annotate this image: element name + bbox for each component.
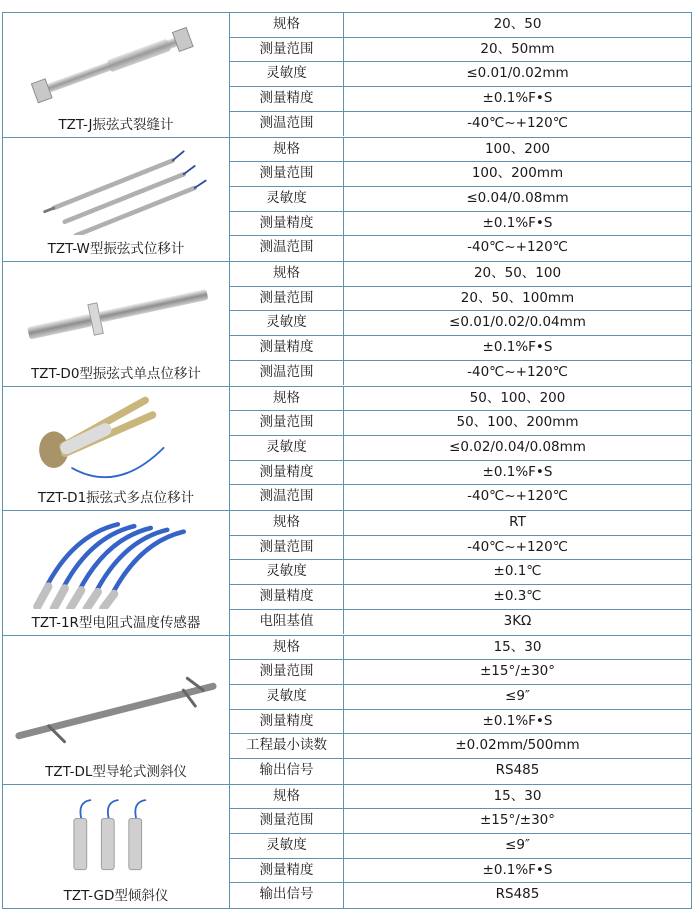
spec-value: RS485 bbox=[495, 761, 540, 778]
product-name: TZT-1R型电阻式温度传感器 bbox=[31, 614, 201, 631]
product-name: TZT-D1振弦式多点位移计 bbox=[37, 490, 195, 506]
spec-row bbox=[230, 387, 691, 412]
spec-row bbox=[230, 511, 691, 536]
spec-label: 测量精度 bbox=[230, 859, 344, 883]
product-cell bbox=[2, 138, 230, 262]
spec-row bbox=[230, 262, 691, 287]
spec-label: 测温范围 bbox=[230, 112, 344, 137]
product-block bbox=[2, 12, 692, 138]
spec-value: 20、50、100 bbox=[473, 265, 562, 281]
spec-row bbox=[230, 485, 691, 510]
spec-row bbox=[230, 809, 691, 834]
spec-row bbox=[230, 13, 691, 38]
spec-label: 输出信号 bbox=[230, 883, 344, 908]
spec-value: ±0.1%F•S bbox=[482, 214, 553, 231]
spec-value: 20、50 bbox=[493, 16, 542, 32]
product-name: TZT-DL型导轮式测斜仪 bbox=[45, 763, 187, 780]
spec-label: 规格 bbox=[230, 387, 344, 411]
spec-row bbox=[230, 785, 691, 810]
spec-row bbox=[230, 834, 691, 859]
spec-value: 20、50、100mm bbox=[460, 289, 575, 306]
spec-label: 测量范围 bbox=[230, 809, 344, 833]
product-cell bbox=[2, 511, 230, 635]
spec-row bbox=[230, 361, 691, 386]
spec-label: 规格 bbox=[230, 138, 344, 162]
spec-value: 100、200mm bbox=[471, 165, 564, 182]
spec-row bbox=[230, 212, 691, 237]
spec-row bbox=[230, 883, 691, 908]
spec-row bbox=[230, 162, 691, 187]
spec-label: 测温范围 bbox=[230, 361, 344, 386]
product-cell bbox=[2, 636, 230, 784]
spec-label: 测量精度 bbox=[230, 710, 344, 734]
spec-label: 电阻基值 bbox=[230, 610, 344, 635]
spec-row bbox=[230, 87, 691, 112]
spec-label: 测量范围 bbox=[230, 287, 344, 311]
spec-label: 工程最小读数 bbox=[230, 734, 344, 758]
spec-label: 测量精度 bbox=[230, 212, 344, 236]
spec-label: 规格 bbox=[230, 262, 344, 286]
spec-row bbox=[230, 759, 691, 784]
spec-row bbox=[230, 38, 691, 63]
spec-row bbox=[230, 311, 691, 336]
spec-row bbox=[230, 610, 691, 635]
spec-row bbox=[230, 536, 691, 561]
spec-row bbox=[230, 112, 691, 137]
spec-label: 测量精度 bbox=[230, 461, 344, 485]
temperature-sensor-icon bbox=[9, 517, 223, 609]
spec-row bbox=[230, 436, 691, 461]
spec-value: ±15°/±30° bbox=[479, 812, 556, 829]
spec-value: 15、30 bbox=[493, 787, 542, 804]
spec-value: ≤9″ bbox=[505, 837, 530, 854]
product-cell bbox=[2, 387, 230, 511]
product-block bbox=[2, 636, 692, 785]
product-block bbox=[2, 262, 692, 387]
spec-value: ±0.1%F•S bbox=[482, 463, 553, 480]
spec-label: 灵敏度 bbox=[230, 62, 344, 86]
spec-row bbox=[230, 859, 691, 884]
spec-rows bbox=[230, 511, 692, 635]
spec-value: -40℃~+120℃ bbox=[467, 114, 568, 131]
spec-value: ≤9″ bbox=[505, 687, 530, 704]
spec-row bbox=[230, 62, 691, 87]
spec-label: 灵敏度 bbox=[230, 187, 344, 211]
spec-value: ≤0.02/0.04/0.08mm bbox=[449, 438, 586, 455]
spec-label: 灵敏度 bbox=[230, 436, 344, 460]
spec-label: 测量范围 bbox=[230, 411, 344, 435]
spec-row bbox=[230, 636, 691, 661]
product-block bbox=[2, 785, 692, 910]
spec-row bbox=[230, 685, 691, 710]
spec-value: 50、100、200mm bbox=[456, 414, 579, 431]
spec-label: 测量精度 bbox=[230, 87, 344, 111]
spec-label: 测温范围 bbox=[230, 236, 344, 261]
spec-row bbox=[230, 336, 691, 361]
spec-row bbox=[230, 585, 691, 610]
product-cell bbox=[2, 13, 230, 137]
spec-row bbox=[230, 660, 691, 685]
spec-rows bbox=[230, 387, 692, 511]
spec-label: 规格 bbox=[230, 636, 344, 660]
spec-rows bbox=[230, 262, 692, 386]
product-block bbox=[2, 387, 692, 512]
spec-row bbox=[230, 287, 691, 312]
spec-label: 规格 bbox=[230, 511, 344, 535]
spec-value: ±0.1%F•S bbox=[482, 339, 553, 356]
spec-row bbox=[230, 710, 691, 735]
product-name: TZT-GD型倾斜仪 bbox=[63, 888, 169, 905]
spec-value: ≤0.01/0.02mm bbox=[466, 65, 569, 82]
spec-row bbox=[230, 734, 691, 759]
spec-value: RS485 bbox=[495, 886, 540, 903]
product-block bbox=[2, 511, 692, 636]
single-point-extensometer-icon bbox=[9, 268, 223, 360]
spec-row bbox=[230, 236, 691, 261]
product-cell bbox=[2, 262, 230, 386]
spec-rows bbox=[230, 138, 692, 262]
spec-value: ±15°/±30° bbox=[479, 663, 556, 680]
spec-label: 灵敏度 bbox=[230, 560, 344, 584]
multi-point-extensometer-icon bbox=[9, 393, 223, 485]
spec-value: ±0.1%F•S bbox=[482, 90, 553, 107]
spec-row bbox=[230, 187, 691, 212]
spec-table bbox=[2, 12, 692, 909]
spec-value: ≤0.04/0.08mm bbox=[466, 189, 569, 206]
spec-label: 灵敏度 bbox=[230, 685, 344, 709]
spec-label: 输出信号 bbox=[230, 759, 344, 784]
tiltmeter-icon bbox=[9, 791, 223, 883]
spec-value: 50、100、200 bbox=[469, 389, 566, 406]
spec-label: 测量精度 bbox=[230, 585, 344, 609]
spec-label: 测温范围 bbox=[230, 485, 344, 510]
product-name: TZT-W型振弦式位移计 bbox=[47, 241, 185, 257]
spec-row bbox=[230, 461, 691, 486]
product-block bbox=[2, 138, 692, 263]
spec-value: ±0.1%F•S bbox=[482, 861, 553, 878]
spec-label: 规格 bbox=[230, 785, 344, 809]
spec-value: -40℃~+120℃ bbox=[467, 239, 568, 256]
spec-value: -40℃~+120℃ bbox=[467, 363, 568, 380]
spec-value: ±0.1%F•S bbox=[482, 712, 553, 729]
spec-value: ±0.3℃ bbox=[493, 588, 542, 605]
spec-label: 测量范围 bbox=[230, 162, 344, 186]
spec-value: 100、200 bbox=[484, 140, 551, 157]
spec-value: ≤0.01/0.02/0.04mm bbox=[449, 314, 586, 331]
crack-meter-icon bbox=[9, 19, 223, 111]
product-name: TZT-D0型振弦式单点位移计 bbox=[31, 365, 201, 382]
spec-row bbox=[230, 411, 691, 436]
spec-row bbox=[230, 138, 691, 163]
product-name: TZT-J振弦式裂缝计 bbox=[58, 116, 174, 133]
spec-value: 15、30 bbox=[493, 638, 542, 655]
spec-value: RT bbox=[509, 514, 526, 530]
spec-label: 灵敏度 bbox=[230, 311, 344, 335]
spec-value: 3KΩ bbox=[503, 612, 532, 629]
spec-value: -40℃~+120℃ bbox=[467, 538, 568, 555]
spec-rows bbox=[230, 785, 692, 909]
spec-label: 测量精度 bbox=[230, 336, 344, 360]
spec-label: 测量范围 bbox=[230, 660, 344, 684]
spec-rows bbox=[230, 13, 692, 137]
spec-value: ±0.02mm/500mm bbox=[455, 737, 580, 754]
spec-label: 灵敏度 bbox=[230, 834, 344, 858]
displacement-gauge-icon bbox=[9, 144, 223, 236]
spec-row bbox=[230, 560, 691, 585]
spec-label: 测量范围 bbox=[230, 536, 344, 560]
spec-rows bbox=[230, 636, 692, 784]
spec-value: ±0.1℃ bbox=[493, 563, 542, 580]
spec-value: 20、50mm bbox=[480, 40, 555, 57]
spec-label: 测量范围 bbox=[230, 38, 344, 62]
inclinometer-probe-icon bbox=[9, 642, 223, 758]
product-cell bbox=[2, 785, 230, 909]
spec-value: -40℃~+120℃ bbox=[467, 488, 568, 505]
spec-label: 规格 bbox=[230, 13, 344, 37]
